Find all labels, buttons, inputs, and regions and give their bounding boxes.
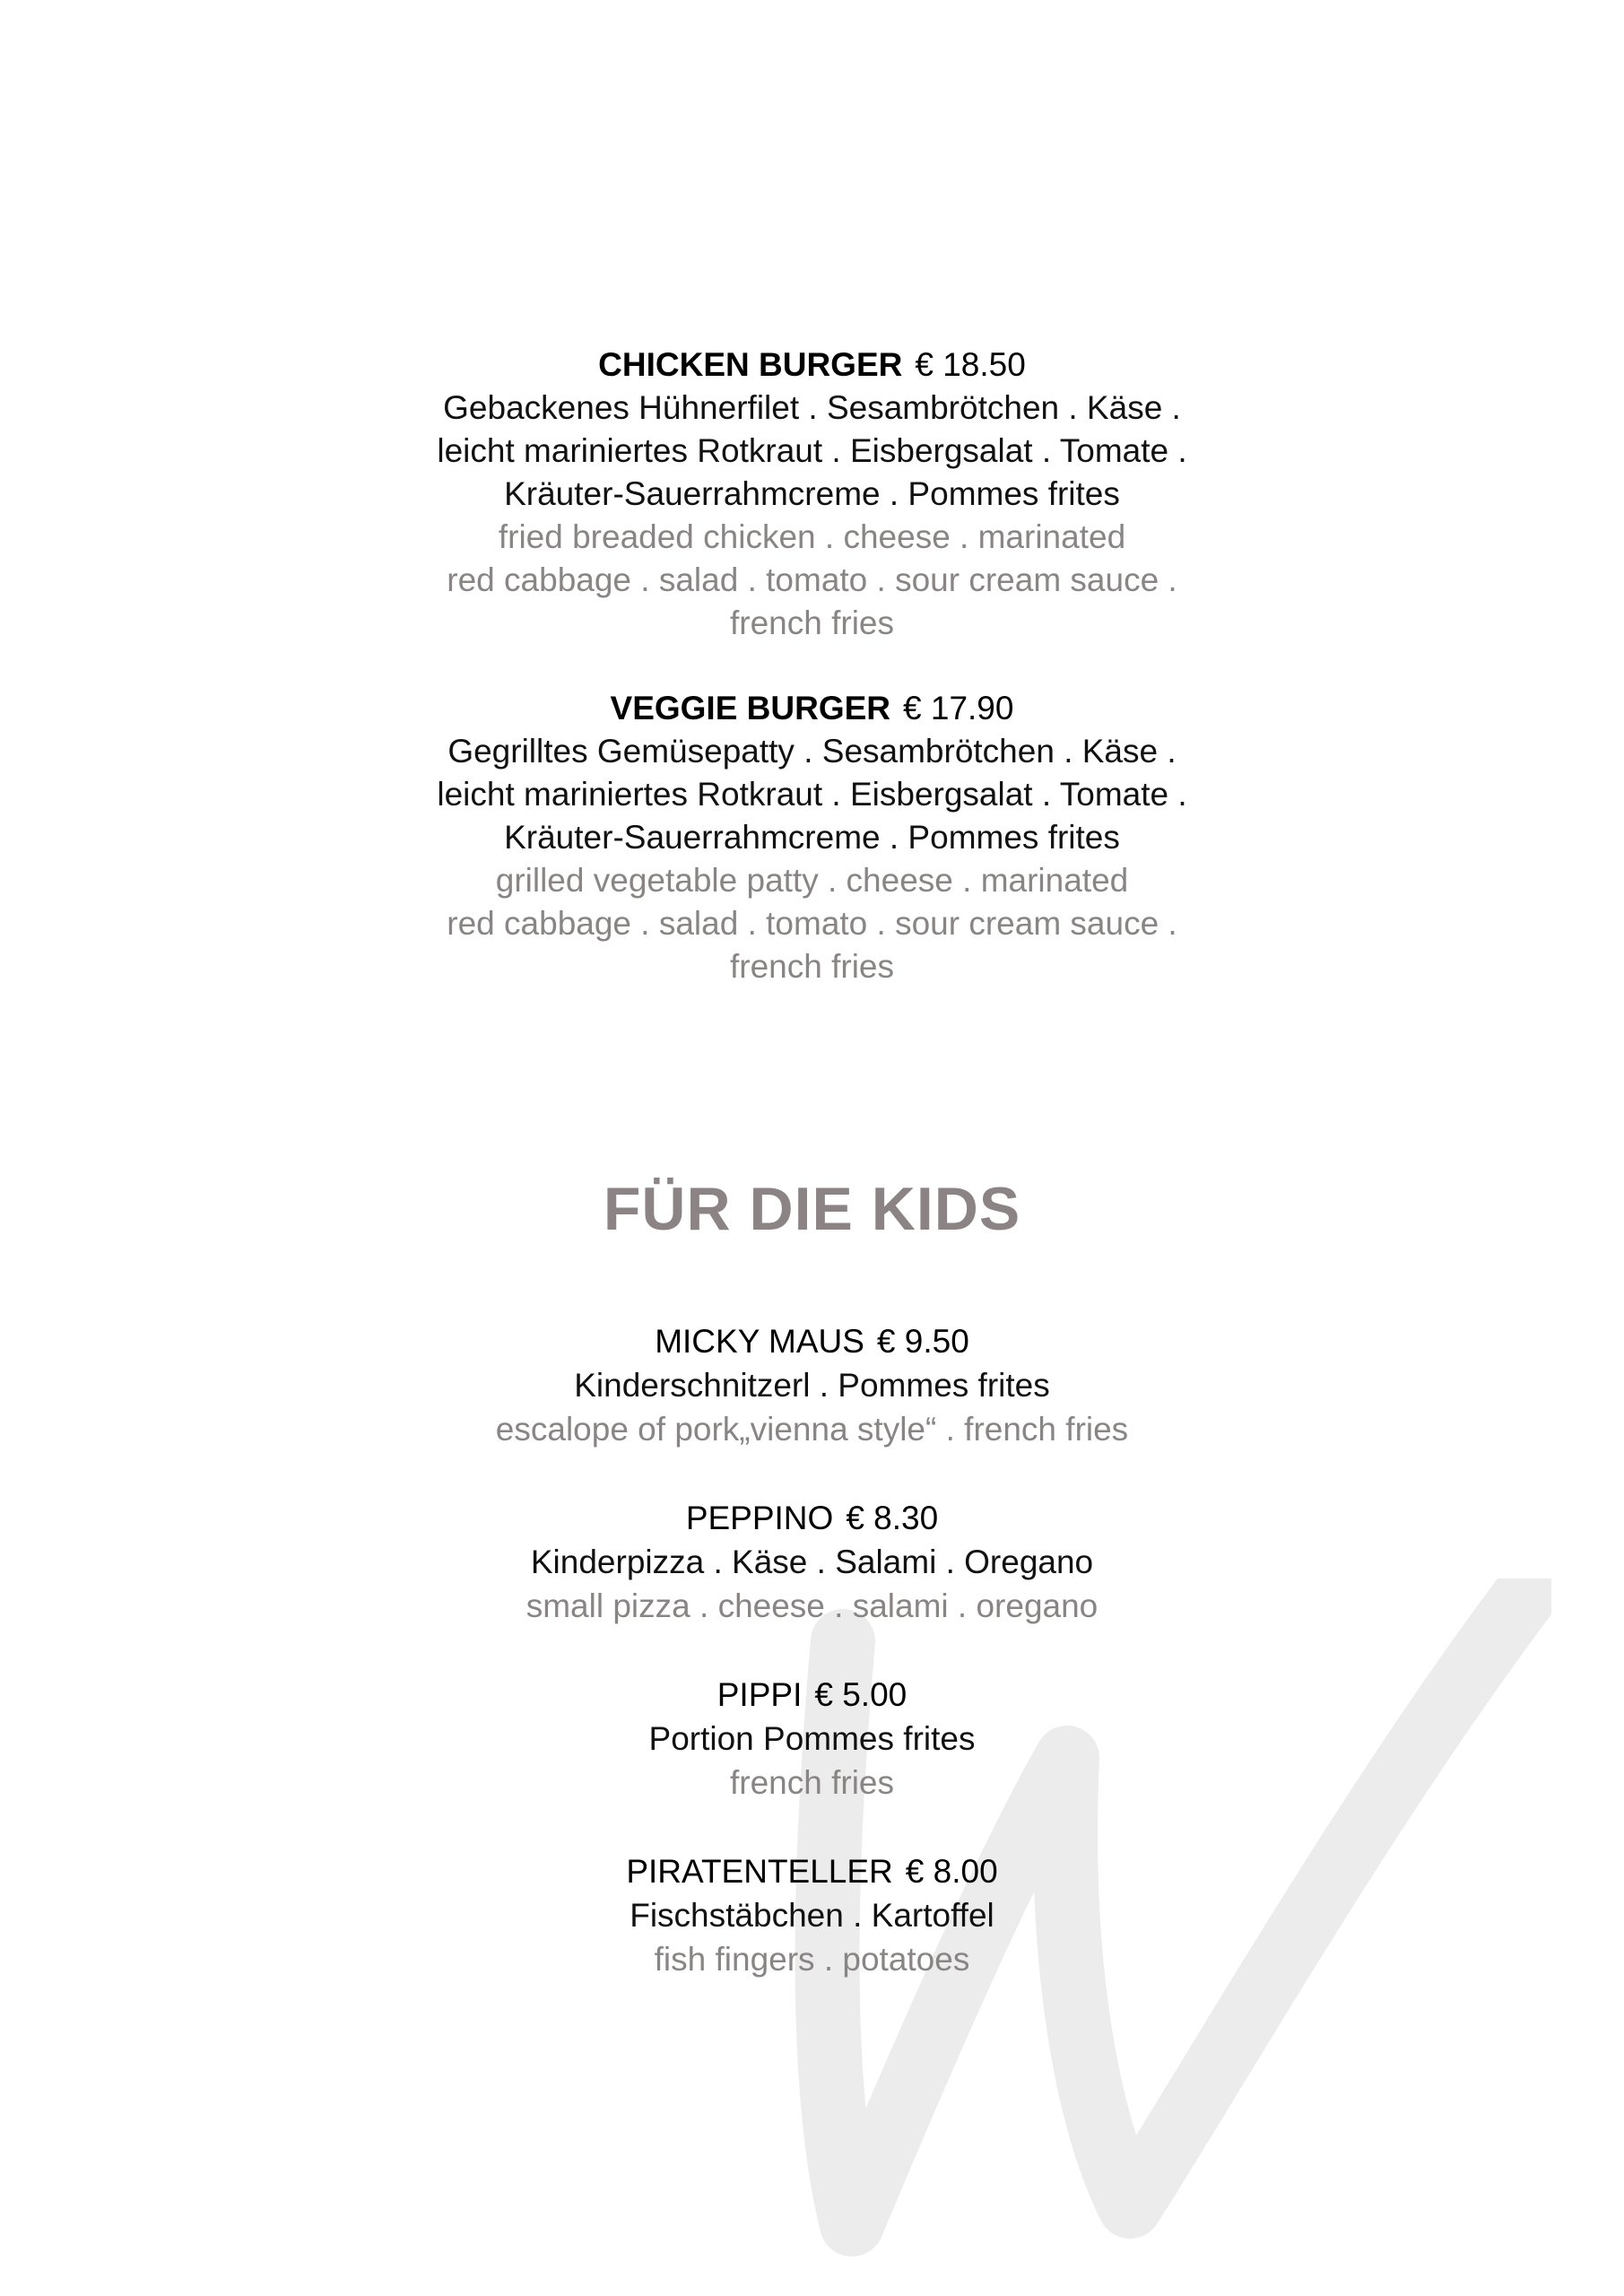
kids-item-description-de: Kinderpizza . Käse . Salami . Oregano	[530, 1544, 1094, 1580]
kids-item-price: € 5.00	[814, 1676, 908, 1713]
menu-item-description-de: Gebackenes Hühnerfilet . Sesambrötchen . Käse .	[443, 389, 1181, 426]
kids-item-description-de: Fischstäbchen . Kartoffel	[630, 1897, 994, 1934]
kids-item-description-en: french fries	[729, 1764, 894, 1801]
menu-item-price: € 17.90	[903, 690, 1014, 726]
kids-item-description-en: escalope of pork„vienna style“ . french fries	[495, 1411, 1129, 1448]
menu-item-heading	[0, 344, 1624, 387]
kids-item-name: PIRATENTELLER	[626, 1853, 893, 1890]
menu-item-description-de: Kräuter-Sauerrahmcreme . Pommes frites	[504, 475, 1120, 512]
kids-item-description-en: small pizza . cheese . salami . oregano	[525, 1587, 1099, 1624]
menu-item-description-de: leicht mariniertes Rotkraut . Eisbergsalat . Tomate .	[437, 432, 1187, 469]
menu-item-description-en: grilled vegetable patty . cheese . marinated	[495, 862, 1129, 899]
kids-item-description-en: fish fingers . potatoes	[654, 1941, 970, 1978]
kids-item-heading	[0, 1497, 1624, 1540]
menu-item-price: € 18.50	[915, 346, 1026, 383]
kids-item-heading	[0, 1674, 1624, 1717]
section-title-kids: FÜR DIE KIDS	[603, 1175, 1021, 1243]
kids-item-name: MICKY MAUS	[655, 1323, 864, 1360]
kids-item-heading	[0, 1850, 1624, 1893]
kids-item-name: PIPPI	[716, 1676, 803, 1713]
kids-item-name: PEPPINO	[685, 1500, 834, 1536]
kids-item-price: € 8.00	[905, 1853, 998, 1890]
menu-item-description-de: Gegrilltes Gemüsepatty . Sesambrötchen . Käse .	[447, 733, 1177, 770]
kids-item-price: € 8.30	[846, 1500, 939, 1536]
kids-item-heading	[0, 1320, 1624, 1363]
menu-item-name: CHICKEN BURGER	[598, 346, 903, 383]
menu-item-description-en: french fries	[729, 604, 894, 641]
menu-item-name: VEGGIE BURGER	[610, 690, 891, 726]
menu-item-description-en: fried breaded chicken . cheese . marinated	[498, 518, 1126, 555]
kids-item-description-de: Portion Pommes frites	[648, 1720, 976, 1757]
menu-item-heading	[0, 687, 1624, 730]
menu-item-description-en: red cabbage . salad . tomato . sour cream sauce .	[447, 905, 1177, 942]
kids-item-price: € 9.50	[876, 1323, 969, 1360]
menu-item-description-en: french fries	[729, 948, 894, 985]
menu-item-description-de: Kräuter-Sauerrahmcreme . Pommes frites	[504, 819, 1120, 856]
menu-item-description-en: red cabbage . salad . tomato . sour cream sauce .	[447, 561, 1177, 598]
menu-item-description-de: leicht mariniertes Rotkraut . Eisbergsalat . Tomate .	[437, 776, 1187, 813]
kids-item-description-de: Kinderschnitzerl . Pommes frites	[574, 1367, 1050, 1404]
